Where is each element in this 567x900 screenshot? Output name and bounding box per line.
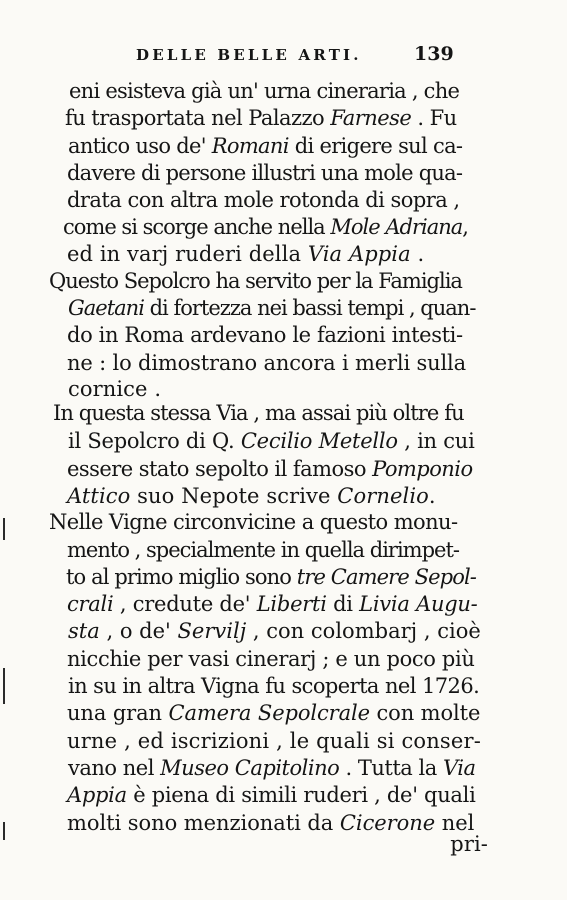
- italic-text: Mole Adriana: [330, 215, 463, 239]
- text-line: [67, 591, 478, 617]
- text-run: ne : lo dimostrano ancora i merli sulla: [67, 351, 466, 375]
- text-line: [68, 133, 462, 159]
- text-line: [49, 268, 462, 294]
- text-run: cornice .: [68, 377, 162, 401]
- italic-text: Cicerone: [339, 811, 436, 835]
- text-run: di erigere sul ca-: [288, 134, 463, 158]
- text-run: di fortezza nei bassi tempi , quan-: [143, 296, 476, 320]
- text-line: [68, 428, 475, 454]
- text-run: Nelle Vigne circonvicine a questo monu-: [49, 510, 458, 534]
- text-run: , credute de': [113, 592, 257, 616]
- text-run: , o de': [99, 619, 178, 643]
- text-line: [68, 755, 476, 781]
- running-head: DELLE BELLE ARTI.: [136, 46, 362, 64]
- text-run: .: [428, 484, 436, 508]
- text-line: [67, 322, 463, 348]
- text-run: una gran: [67, 701, 169, 725]
- page-header: [0, 43, 567, 72]
- text-line: [69, 78, 459, 104]
- text-run: eni esisteva già un' urna cineraria , che: [69, 79, 460, 103]
- italic-text: Pomponio: [372, 457, 473, 481]
- text-run: il Sepolcro di Q.: [68, 429, 241, 453]
- italic-text: tre Camere Sepol-: [296, 565, 476, 589]
- text-run: . Tutta la: [339, 756, 443, 780]
- text-run: ed in varj ruderi della: [67, 242, 308, 266]
- text-line: [67, 728, 481, 754]
- text-run: In questa stessa Via , ma assai più oltre fu: [53, 401, 464, 425]
- gutter-mark: [3, 518, 5, 540]
- text-run: molti sono menzionati da: [67, 811, 340, 835]
- text-run: è piena di simili ruderi , de' quali: [126, 783, 476, 807]
- text-run: di: [326, 592, 360, 616]
- text-run: mento , specialmente in quella dirimpet-: [67, 538, 459, 562]
- italic-text: Museo Capitolino: [160, 756, 340, 780]
- italic-text: Servilj: [177, 619, 247, 643]
- italic-text: Gaetani: [68, 296, 144, 320]
- text-line: [67, 537, 459, 563]
- text-run: davere di persone illustri una mole qua-: [67, 161, 463, 185]
- text-run: urne , ed iscrizioni , le quali si conser-: [67, 729, 481, 753]
- text-line: [68, 618, 481, 644]
- catchword: pri-: [450, 832, 488, 856]
- page-number: 139: [414, 43, 454, 65]
- text-line: [68, 673, 479, 699]
- text-run: fu trasportata nel Palazzo: [65, 106, 331, 130]
- italic-text: Camera Sepolcrale: [168, 701, 370, 725]
- text-run: in su in altra Vigna fu scoperta nel 1726.: [68, 674, 480, 698]
- text-line: [65, 105, 457, 131]
- italic-text: Cecilio Metello: [240, 429, 398, 453]
- text-run: .: [410, 242, 425, 266]
- text-run: nicchie per vasi cinerarj ; e un poco più: [67, 647, 475, 671]
- text-line: [67, 483, 436, 509]
- gutter-mark: [3, 822, 5, 840]
- italic-text: sta: [68, 619, 100, 643]
- text-line: [67, 456, 473, 482]
- text-line: [67, 241, 424, 267]
- text-line: [68, 295, 475, 321]
- italic-text: crali: [67, 592, 114, 616]
- text-run: . Fu: [411, 106, 457, 130]
- italic-text: Via: [442, 756, 476, 780]
- text-run: ,: [462, 215, 468, 239]
- italic-text: Liberti: [256, 592, 327, 616]
- italic-text: Cornelio: [337, 484, 429, 508]
- gutter-mark: [3, 668, 5, 704]
- text-line: [67, 160, 462, 186]
- text-line: [67, 187, 460, 213]
- text-run: antico uso de': [68, 134, 212, 158]
- text-line: [63, 214, 468, 240]
- text-run: vano nel: [68, 756, 161, 780]
- text-line: [66, 564, 476, 590]
- text-run: to al primo miglio sono: [66, 565, 297, 589]
- text-run: con molte: [369, 701, 481, 725]
- text-line: [67, 782, 476, 808]
- text-run: , con colombarj , cioè: [246, 619, 481, 643]
- text-run: , in cui: [397, 429, 475, 453]
- text-run: nel: [435, 811, 475, 835]
- text-line: [67, 700, 480, 726]
- italic-text: Livia Augu-: [359, 592, 478, 616]
- text-run: do in Roma ardevano le fazioni intesti-: [67, 323, 463, 347]
- text-line: [67, 646, 475, 672]
- italic-text: Farnese: [330, 106, 412, 130]
- text-run: essere stato sepolto il famoso: [67, 457, 373, 481]
- text-run: Questo Sepolcro ha servito per la Famiglia: [49, 269, 462, 293]
- text-line: [53, 400, 464, 426]
- text-line: [68, 376, 161, 402]
- italic-text: Attico: [67, 484, 131, 508]
- italic-text: Romani: [211, 134, 289, 158]
- text-run: come si scorge anche nella: [63, 215, 331, 239]
- italic-text: Appia: [67, 783, 127, 807]
- text-line: [49, 509, 458, 535]
- text-run: suo Nepote scrive: [130, 484, 338, 508]
- text-line: [67, 810, 474, 836]
- text-line: [67, 350, 466, 376]
- text-run: drata con altra mole rotonda di sopra ,: [67, 188, 460, 212]
- italic-text: Via Appia: [307, 242, 411, 266]
